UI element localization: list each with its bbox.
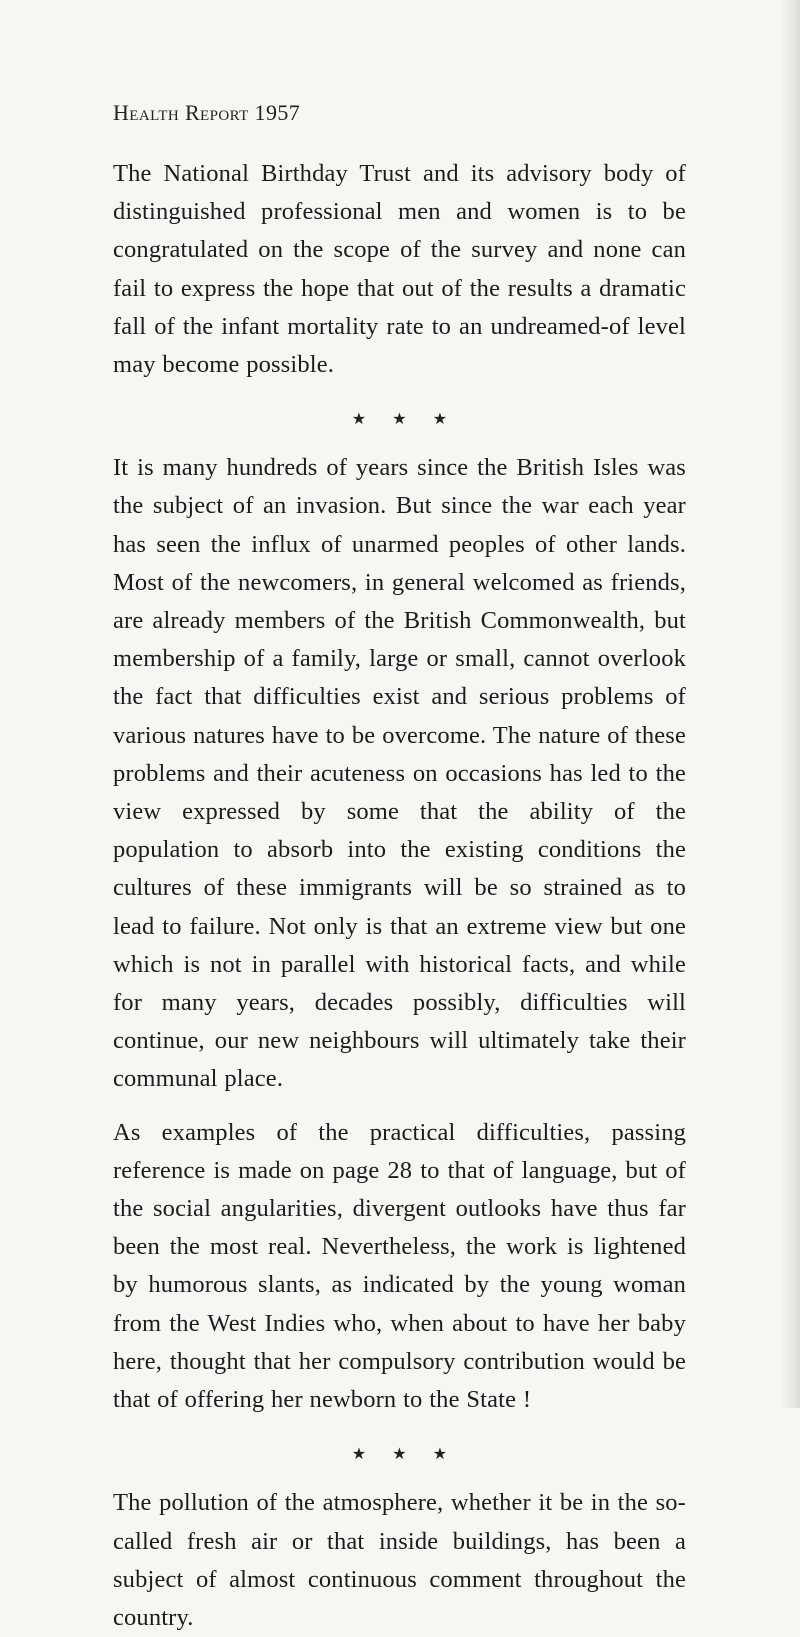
paragraph-atmosphere-pollution: The pollution of the atmosphere, whether it be in the so-called fresh air or that inside buildings, has been a subject of almost continuous comment throughout the country. bbox=[113, 1489, 686, 1631]
star-icon: ★ bbox=[432, 1446, 448, 1464]
page-edge-shadow bbox=[782, 0, 800, 1408]
star-icon: ★ bbox=[351, 411, 367, 429]
running-header: Health Report 1957 bbox=[113, 100, 301, 125]
star-icon: ★ bbox=[392, 1446, 407, 1464]
section-divider bbox=[113, 1436, 686, 1474]
paragraph-immigration: It is many hundreds of years since the British Isles was the subject of an invasion. But since the war each year has seen the influx of unarmed peoples of other lands. Most of the newcomers, in general welcomed as friends, are already members of the British Commonwealth, but membership of a family, large or small, cannot overlook the fact that difficulties exist and serious problems of various natures have to be overcome. The nature of these problems and their acuteness on occasions has led to the view expressed by some that the ability of the population to absorb into the existing conditions the cultures of these immigrants will be so strained as to lead to failure. Not only is that an extreme view but one which is not in parallel with historical facts, and while for many years, decades possibly, difficulties will continue, our new neighbours will ultimately take their communal place. bbox=[113, 454, 686, 1093]
star-icon: ★ bbox=[392, 411, 407, 429]
star-icon: ★ bbox=[432, 411, 448, 429]
paragraph-practical-difficulties: As examples of the practical difficulties, passing reference is made on page 28 to that of language, but of the social angularities, divergent outlooks have thus far been the most real. Nevertheless, the work is lightened by humorous slants, as indicated by the young woman from the West Indies who, when about to have her baby here, thought that her compulsory contribution would be that of offering her newborn to the State ! bbox=[113, 1118, 686, 1414]
page-body bbox=[113, 155, 686, 1637]
star-icon: ★ bbox=[351, 1446, 367, 1464]
section-divider bbox=[113, 401, 686, 439]
paragraph-birthday-trust: The National Birthday Trust and its advisory body of distinguished professional men and women is to be congratulated on the scope of the survey and none can fail to express the hope that out of the results a dramatic fall of the infant mortality rate to an undreamed-of level may become possible. bbox=[113, 160, 686, 379]
